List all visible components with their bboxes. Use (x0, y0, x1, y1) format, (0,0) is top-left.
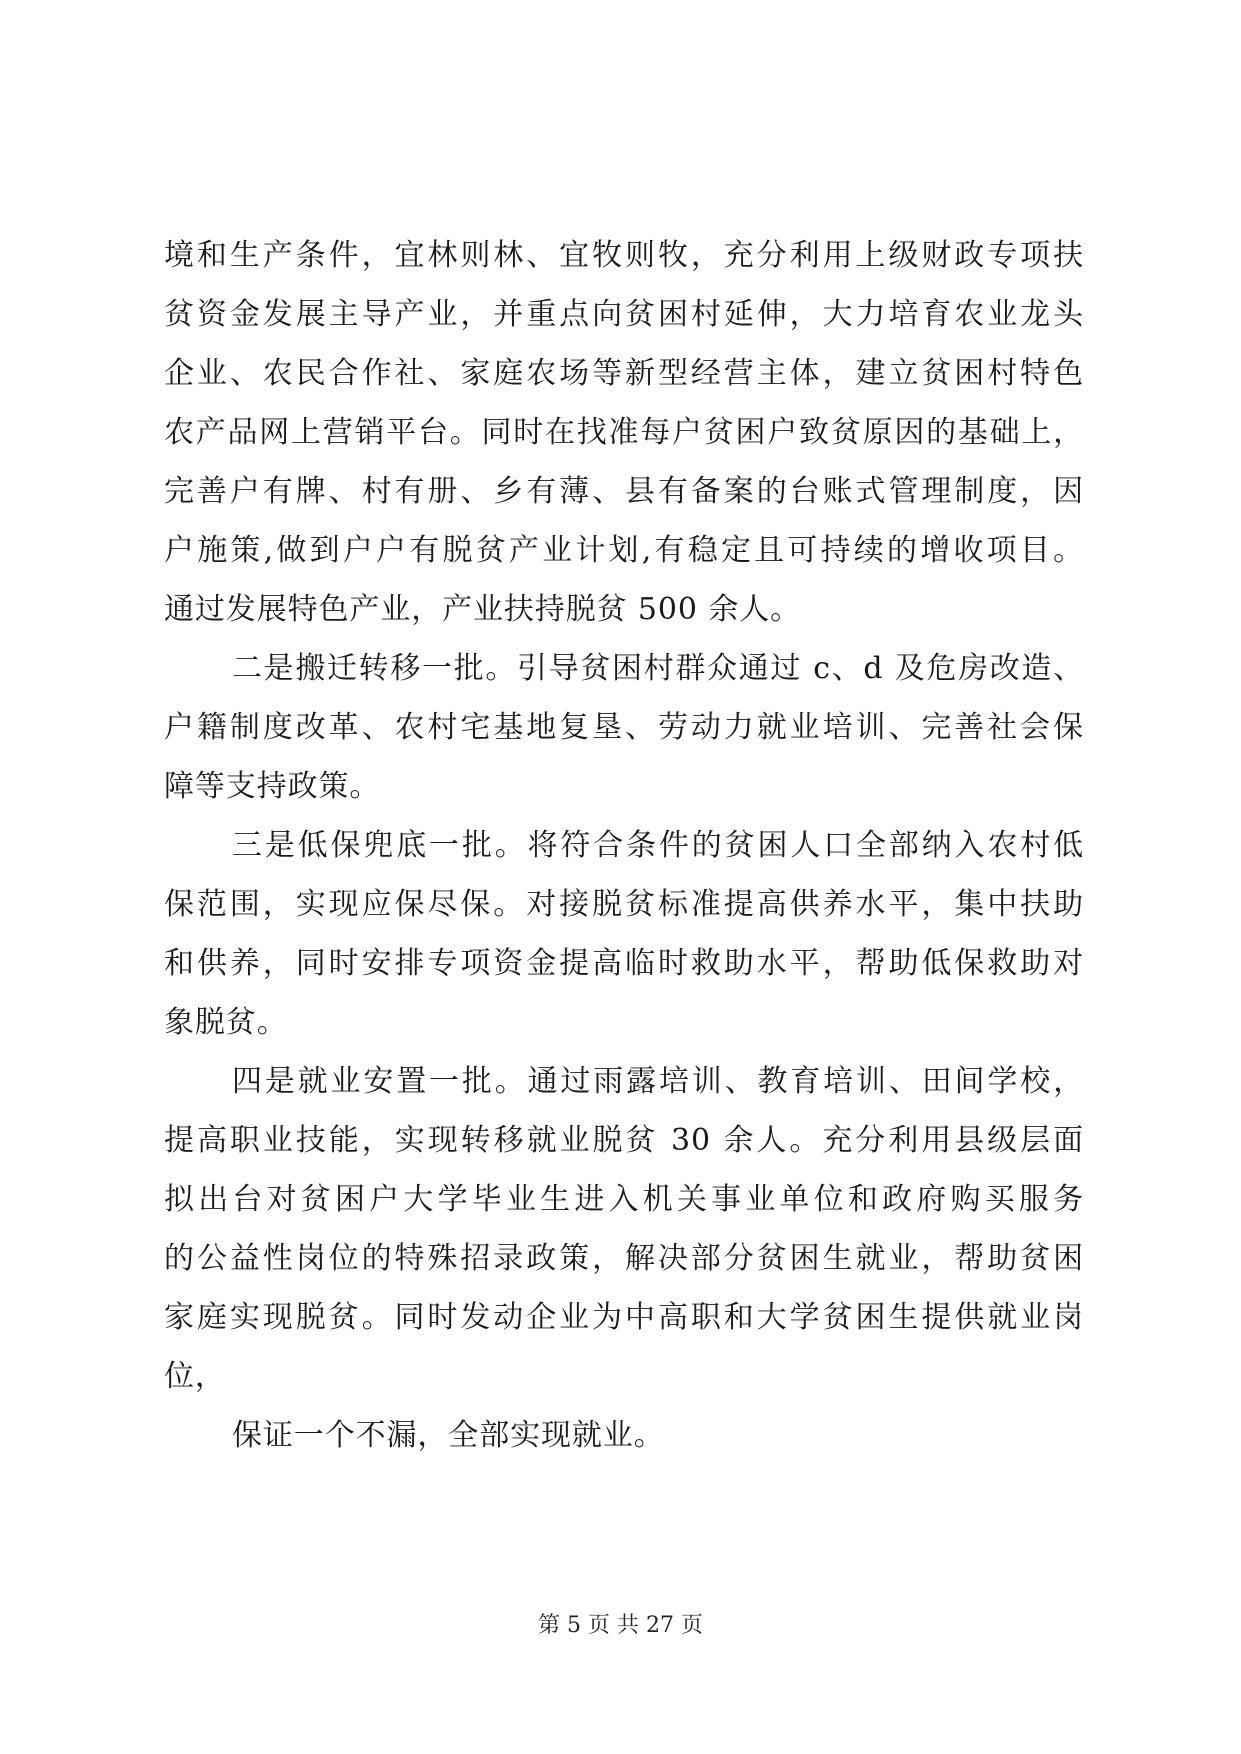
text-line: 和供养，同时安排专项资金提高临时救助水平，帮助低保救助对 (164, 946, 1084, 981)
text-line: 二是搬迁转移一批。引导贫困村群众通过 c、d 及危房改造、 (232, 651, 1084, 686)
text-line: 户籍制度改革、农村宅基地复垦、劳动力就业培训、完善社会保 (164, 710, 1084, 745)
body-text (164, 226, 1084, 1465)
text-line: 障等支持政策。 (164, 769, 381, 804)
text-line: 贫资金发展主导产业，并重点向贫困村延伸，大力培育农业龙头 (164, 297, 1084, 332)
page-footer: 第 5 页 共 27 页 (538, 1613, 703, 1638)
text-line: 提高职业技能，实现转移就业脱贫 30 余人。充分利用县级层面 (164, 1123, 1084, 1158)
text-line: 通过发展特色产业，产业扶持脱贫 500 余人。 (164, 592, 802, 627)
text-line: 保证一个不漏，全部实现就业。 (232, 1418, 665, 1453)
text-line: 农产品网上营销平台。同时在找准每户贫困户致贫原因的基础上， (164, 415, 1084, 450)
text-line: 完善户有牌、村有册、乡有薄、县有备案的台账式管理制度，因 (164, 474, 1084, 509)
text-line: 位， (164, 1359, 226, 1394)
text-line: 的公益性岗位的特殊招录政策，解决部分贫困生就业，帮助贫困 (164, 1241, 1084, 1276)
text-line: 象脱贫。 (164, 1005, 288, 1040)
text-line: 保范围，实现应保尽保。对接脱贫标准提高供养水平，集中扶助 (164, 887, 1084, 922)
text-line: 户施策,做到户户有脱贫产业计划,有稳定且可持续的增收项目。 (164, 533, 1084, 568)
text-line: 企业、农民合作社、家庭农场等新型经营主体，建立贫困村特色 (164, 356, 1084, 391)
text-line: 拟出台对贫困户大学毕业生进入机关事业单位和政府购买服务 (164, 1182, 1084, 1217)
text-line: 境和生产条件，宜林则林、宜牧则牧，充分利用上级财政专项扶 (164, 238, 1084, 273)
text-line: 四是就业安置一批。通过雨露培训、教育培训、田间学校， (232, 1064, 1084, 1099)
text-line: 家庭实现脱贫。同时发动企业为中高职和大学贫困生提供就业岗 (164, 1300, 1084, 1335)
text-line: 三是低保兜底一批。将符合条件的贫困人口全部纳入农村低 (232, 828, 1084, 863)
